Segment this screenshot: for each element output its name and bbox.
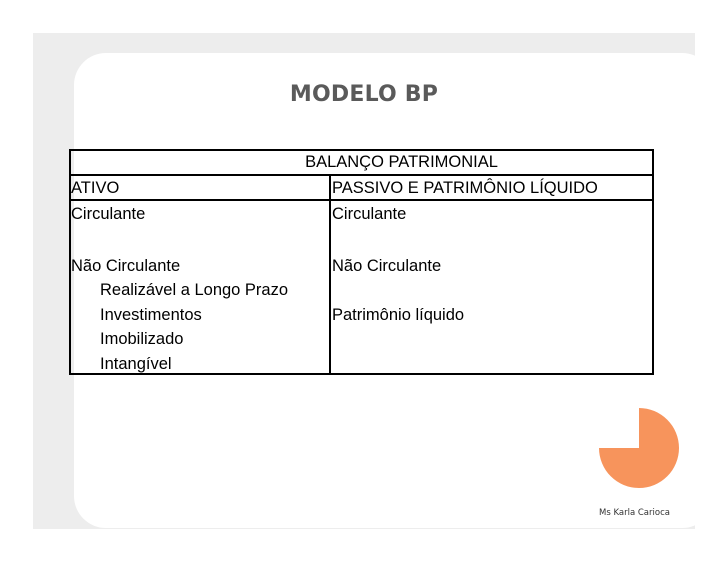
passivo-nao-circulante: Não Circulante	[332, 257, 442, 275]
ativo-circulante: Circulante	[71, 205, 146, 223]
ativo-intangivel: Intangível	[100, 355, 172, 373]
table-caption-row	[71, 151, 652, 176]
header-ativo: ATIVO	[71, 179, 120, 197]
balance-sheet-table	[69, 149, 654, 375]
header-passivo-pl: PASSIVO E PATRIMÔNIO LÍQUIDO	[332, 179, 598, 197]
orange-pie-slice-icon	[599, 408, 679, 488]
slide-title: MODELO BP	[289, 82, 439, 107]
table-caption: BALANÇO PATRIMONIAL	[305, 153, 498, 171]
ativo-nao-circulante: Não Circulante	[71, 257, 181, 275]
passivo-circulante: Circulante	[332, 205, 407, 223]
patrimonio-liquido: Patrimônio líquido	[332, 306, 465, 324]
column-divider	[329, 176, 331, 375]
author-credit: Ms Karla Carioca	[599, 508, 670, 518]
ativo-realizavel-lp: Realizável a Longo Prazo	[100, 281, 289, 299]
ativo-imobilizado: Imobilizado	[100, 330, 184, 348]
ativo-investimentos: Investimentos	[100, 306, 202, 324]
